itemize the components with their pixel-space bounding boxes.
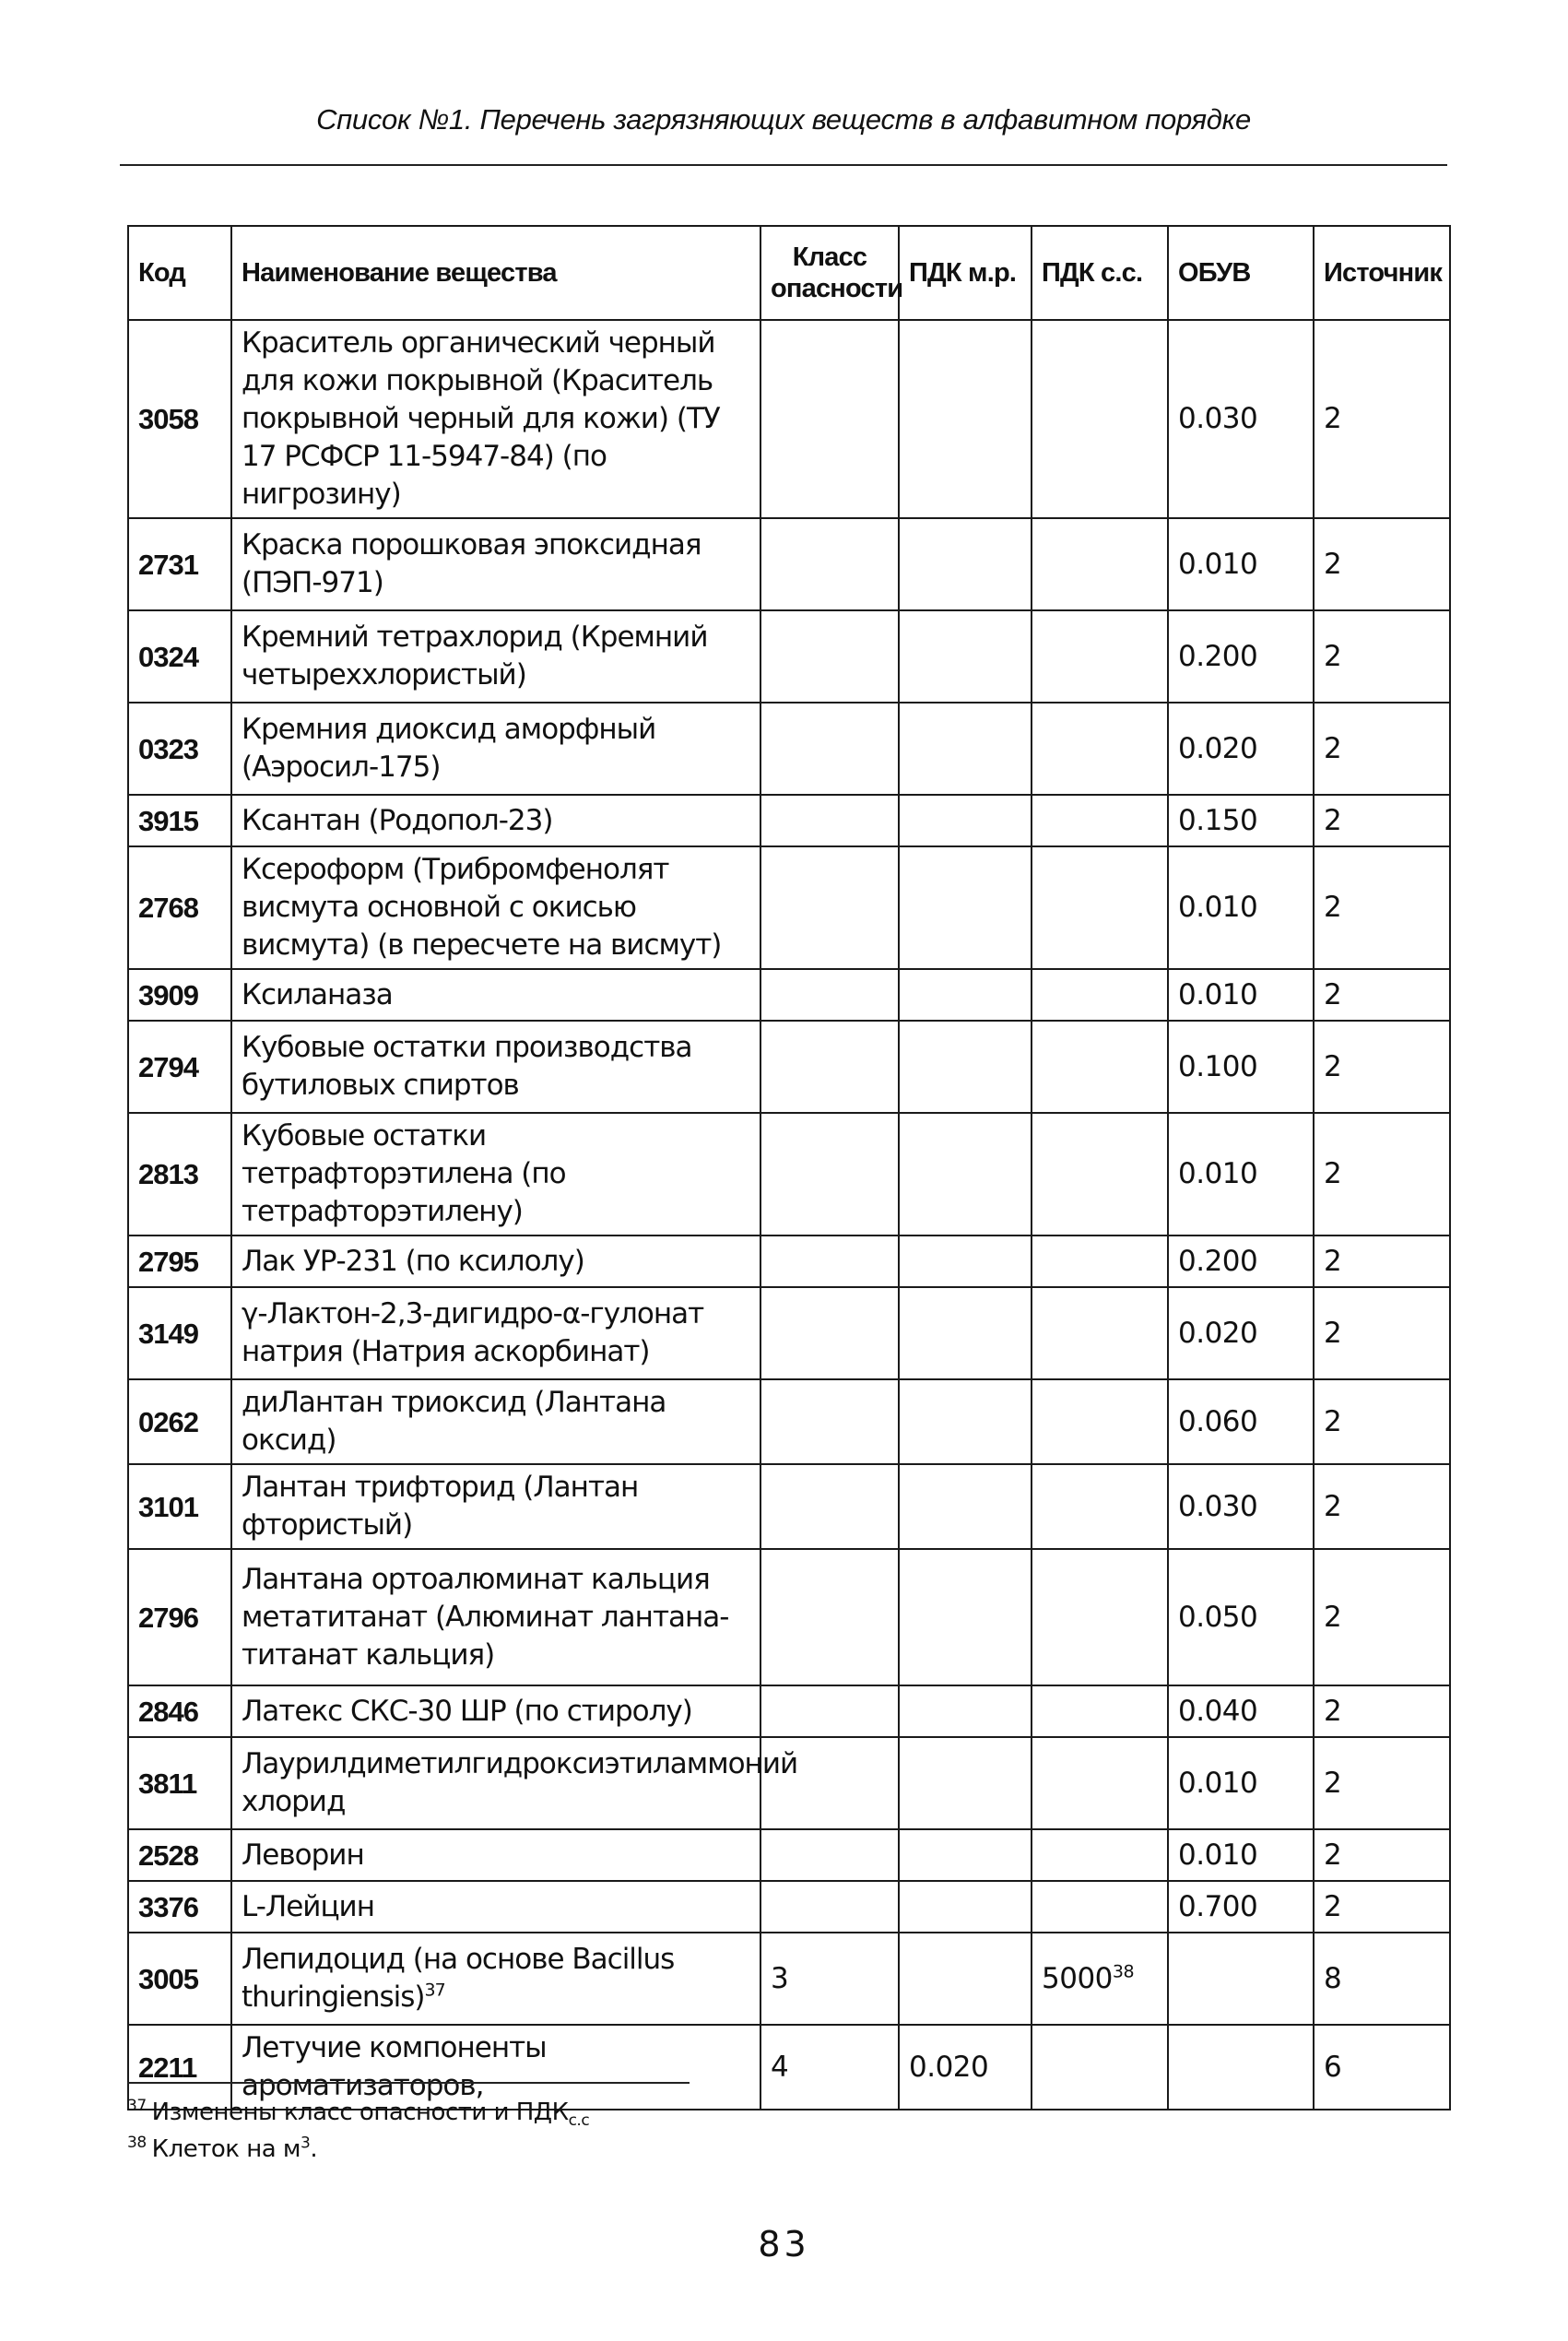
cell-obuv-text: 0.060 <box>1178 1404 1258 1438</box>
cell-pdk-ss <box>1032 1236 1168 1287</box>
cell-name-text: Кубовые остатки тетрафторэтилена (по тетрафторэтилену) <box>242 1119 566 1228</box>
table-row <box>128 1685 1450 1737</box>
cell-name-text: Краситель органический черный для кожи покрывной (Краситель покрывной черный для кожи) (ТУ 17 РСФСР 11-5947-84) (по нигрозину) <box>242 326 720 511</box>
page-number: 83 <box>758 2224 810 2264</box>
cell-hazard-class <box>760 795 899 846</box>
header-obuv: ОБУВ <box>1168 226 1314 320</box>
cell-source-text: 2 <box>1324 639 1342 673</box>
cell-obuv <box>1168 1379 1314 1464</box>
cell-source <box>1314 1113 1450 1236</box>
cell-hazard-class <box>760 1236 899 1287</box>
cell-name <box>231 1829 760 1881</box>
cell-name <box>231 1549 760 1685</box>
cell-source-text: 2 <box>1324 402 1342 435</box>
cell-code-text: 2846 <box>138 1695 198 1728</box>
cell-name-text: Лепидоцид (на основе Bacillus thuringiensis) <box>242 1943 675 2014</box>
cell-source <box>1314 1464 1450 1549</box>
cell-code-text: 2813 <box>138 1158 198 1190</box>
cell-name-text: Ксероформ (Трибромфенолят висмута основной с окисью висмута) (в пересчете на висмут) <box>242 853 722 962</box>
cell-obuv <box>1168 1549 1314 1685</box>
cell-obuv <box>1168 795 1314 846</box>
cell-source-text: 2 <box>1324 1049 1342 1083</box>
table-row <box>128 795 1450 846</box>
cell-source <box>1314 1933 1450 2025</box>
cell-obuv-text: 0.030 <box>1178 402 1258 435</box>
cell-pdk-ss <box>1032 1464 1168 1549</box>
cell-name <box>231 1113 760 1236</box>
cell-hazard-class <box>760 1685 899 1737</box>
cell-obuv <box>1168 1236 1314 1287</box>
cell-obuv <box>1168 1021 1314 1113</box>
table-row <box>128 1113 1450 1236</box>
table-row <box>128 1021 1450 1113</box>
cell-code-text: 3909 <box>138 978 198 1011</box>
footnote-mark: 38 <box>127 2134 147 2153</box>
cell-pdk-ss <box>1032 1287 1168 1379</box>
cell-name <box>231 1236 760 1287</box>
table-row <box>128 1236 1450 1287</box>
cell-name <box>231 610 760 703</box>
table-row <box>128 969 1450 1021</box>
cell-obuv <box>1168 969 1314 1021</box>
cell-code <box>128 1236 231 1287</box>
cell-name <box>231 1737 798 1829</box>
cell-pdk-ss <box>1032 969 1168 1021</box>
cell-obuv-text: 0.010 <box>1178 1766 1258 1800</box>
cell-obuv <box>1168 703 1314 795</box>
cell-pdk-mr <box>899 1829 1032 1881</box>
cell-pdk-mr <box>899 1881 1032 1933</box>
cell-name <box>231 969 760 1021</box>
cell-pdk-mr <box>899 1021 1032 1113</box>
cell-obuv <box>1168 1933 1314 2025</box>
cell-pdk-ss <box>1032 610 1168 703</box>
cell-name <box>231 1933 760 2025</box>
cell-source-text: 2 <box>1324 1766 1342 1800</box>
cell-source <box>1314 1685 1450 1737</box>
cell-obuv-text: 0.010 <box>1178 1838 1258 1872</box>
cell-name <box>231 1379 760 1464</box>
cell-source <box>1314 2025 1450 2110</box>
cell-code <box>128 846 231 969</box>
cell-source <box>1314 1829 1450 1881</box>
cell-source <box>1314 846 1450 969</box>
table-row <box>128 518 1450 610</box>
cell-name-text: Лак УР-231 (по ксилолу) <box>242 1244 584 1278</box>
table-row <box>128 1464 1450 1549</box>
cell-code <box>128 1829 231 1881</box>
cell-source <box>1314 795 1450 846</box>
cell-pdk-mr <box>899 610 1032 703</box>
cell-obuv <box>1168 518 1314 610</box>
cell-name-text: Леворин <box>242 1838 364 1872</box>
cell-pdk-ss <box>1032 846 1168 969</box>
cell-source <box>1314 703 1450 795</box>
cell-obuv-text: 0.010 <box>1178 891 1258 924</box>
cell-code-text: 2794 <box>138 1050 198 1083</box>
footnote-subscript: с.с <box>568 2111 590 2131</box>
footnote-rule <box>127 2082 690 2084</box>
cell-hazard-class <box>760 703 899 795</box>
table-row <box>128 1933 1450 2025</box>
cell-obuv <box>1168 846 1314 969</box>
cell-obuv-text: 0.200 <box>1178 639 1258 673</box>
cell-code <box>128 795 231 846</box>
cell-code-text: 0324 <box>138 640 198 673</box>
cell-source-text: 2 <box>1324 1316 1342 1350</box>
cell-name <box>231 1021 760 1113</box>
cell-source <box>1314 610 1450 703</box>
cell-source-text: 2 <box>1324 1157 1342 1190</box>
cell-name-text: Кремния диоксид аморфный (Аэросил-175) <box>242 713 656 784</box>
cell-code <box>128 969 231 1021</box>
cell-pdk-mr <box>899 1236 1032 1287</box>
footnote-text: Изменены класс опасности и ПДК <box>151 2099 569 2126</box>
cell-code-text: 0262 <box>138 1405 198 1438</box>
table-row <box>128 1379 1450 1464</box>
header-hazard-class: Класс опасности <box>760 226 899 320</box>
cell-source <box>1314 1549 1450 1685</box>
cell-obuv-text: 0.030 <box>1178 1489 1258 1523</box>
table-row <box>128 1287 1450 1379</box>
header-pdk-mr: ПДК м.р. <box>899 226 1032 320</box>
footnote-38 <box>127 2135 317 2163</box>
cell-name <box>231 795 760 846</box>
cell-name-text: Кремний тетрахлорид (Кремний четыреххлористый) <box>242 621 708 692</box>
cell-code <box>128 1113 231 1236</box>
substances-table <box>127 225 1451 2110</box>
cell-code <box>128 1287 231 1379</box>
cell-code-text: 3058 <box>138 403 198 435</box>
footnote-superscript: 3 <box>301 2134 311 2153</box>
cell-obuv <box>1168 1464 1314 1549</box>
cell-pdk-ss <box>1032 1021 1168 1113</box>
cell-pdk-ss <box>1032 1113 1168 1236</box>
cell-pdk-ss <box>1032 518 1168 610</box>
cell-hazard-class-text: 3 <box>771 1961 789 1995</box>
cell-source-text: 2 <box>1324 547 1342 581</box>
cell-pdk-mr <box>899 846 1032 969</box>
cell-obuv-text: 0.150 <box>1178 803 1258 837</box>
cell-hazard-class <box>760 846 899 969</box>
cell-pdk-mr <box>899 703 1032 795</box>
cell-pdk-ss <box>1032 1379 1168 1464</box>
cell-source-text: 2 <box>1324 1889 1342 1923</box>
cell-name-text: Латекс СКС-30 ШР (по стиролу) <box>242 1694 692 1728</box>
cell-name-text: Ксиланаза <box>242 977 393 1011</box>
cell-pdk-ss <box>1032 1549 1168 1685</box>
cell-code-text: 0323 <box>138 732 198 765</box>
cell-obuv <box>1168 2025 1314 2110</box>
cell-hazard-class <box>760 320 899 518</box>
cell-hazard-class <box>760 610 899 703</box>
footnote-mark: 37 <box>127 2097 147 2116</box>
footnote-end: . <box>310 2135 318 2163</box>
cell-hazard-class <box>760 2025 899 2110</box>
cell-name-text: Лантан трифторид (Лантан фтористый) <box>242 1471 639 1542</box>
cell-pdk-ss <box>1032 795 1168 846</box>
cell-pdk-ss <box>1032 1881 1168 1933</box>
cell-pdk-ss <box>1032 1829 1168 1881</box>
cell-code <box>128 1549 231 1685</box>
cell-code-text: 2731 <box>138 548 198 581</box>
cell-hazard-class <box>760 1464 899 1549</box>
header-rule <box>120 164 1447 166</box>
cell-pdk-mr <box>899 320 1032 518</box>
cell-hazard-class <box>760 518 899 610</box>
cell-code-text: 3149 <box>138 1317 198 1350</box>
table-row <box>128 703 1450 795</box>
cell-code-text: 2796 <box>138 1601 198 1634</box>
cell-code <box>128 518 231 610</box>
cell-code <box>128 703 231 795</box>
cell-name-text: Краска порошковая эпоксидная (ПЭП-971) <box>242 528 701 599</box>
cell-hazard-class <box>760 1829 899 1881</box>
cell-code-text: 3101 <box>138 1490 198 1523</box>
cell-obuv <box>1168 1881 1314 1933</box>
cell-source-text: 2 <box>1324 1489 1342 1523</box>
cell-pdk-mr <box>899 1737 1032 1829</box>
cell-code-text: 3005 <box>138 1962 198 1995</box>
cell-pdk-ss <box>1032 1933 1168 2025</box>
cell-code <box>128 1685 231 1737</box>
cell-code <box>128 1464 231 1549</box>
cell-code <box>128 1379 231 1464</box>
cell-name <box>231 703 760 795</box>
footnote-37 <box>127 2097 590 2131</box>
cell-source <box>1314 1021 1450 1113</box>
cell-obuv <box>1168 1113 1314 1236</box>
header-source: Источник <box>1314 226 1450 320</box>
cell-pdk-mr <box>899 1113 1032 1236</box>
cell-name-text: диЛантан триоксид (Лантана оксид) <box>242 1386 666 1457</box>
cell-source-text: 2 <box>1324 1838 1342 1872</box>
cell-name-text: Ксантан (Родопол-23) <box>242 803 553 837</box>
cell-source <box>1314 1737 1450 1829</box>
cell-pdk-ss <box>1032 703 1168 795</box>
cell-hazard-class <box>760 1933 899 2025</box>
table-row <box>128 320 1450 518</box>
cell-code-text: 3915 <box>138 804 198 837</box>
cell-code <box>128 1933 231 2025</box>
cell-obuv <box>1168 1737 1314 1829</box>
cell-obuv-text: 0.010 <box>1178 1157 1258 1190</box>
cell-hazard-class <box>760 1379 899 1464</box>
cell-source <box>1314 1287 1450 1379</box>
cell-code <box>128 1021 231 1113</box>
header-pdk-ss: ПДК с.с. <box>1032 226 1168 320</box>
cell-source <box>1314 1379 1450 1464</box>
cell-code <box>128 1881 231 1933</box>
cell-name <box>231 320 760 518</box>
cell-pdk-ss <box>1032 1737 1168 1829</box>
cell-source-text: 2 <box>1324 1600 1342 1634</box>
table-row <box>128 2025 1450 2110</box>
cell-obuv <box>1168 1829 1314 1881</box>
cell-code-text: 2768 <box>138 892 198 924</box>
cell-hazard-class <box>760 1113 899 1236</box>
cell-obuv-text: 0.200 <box>1178 1244 1258 1278</box>
cell-obuv-text: 0.040 <box>1178 1694 1258 1728</box>
table-row <box>128 610 1450 703</box>
cell-hazard-class <box>760 1881 899 1933</box>
page-header: Список №1. Перечень загрязняющих веществ в алфавитном порядке <box>316 103 1251 136</box>
cell-pdk-mr <box>899 969 1032 1021</box>
cell-obuv-text: 0.020 <box>1178 1316 1258 1350</box>
cell-hazard-class-text: 4 <box>771 2050 789 2084</box>
cell-name <box>231 846 760 969</box>
cell-hazard-class <box>760 1549 899 1685</box>
cell-name <box>231 1881 760 1933</box>
cell-obuv-text: 0.700 <box>1178 1889 1258 1923</box>
cell-pdk-ss <box>1032 1685 1168 1737</box>
cell-code <box>128 320 231 518</box>
table-row <box>128 1881 1450 1933</box>
cell-name-text: Лантана ортоалюминат кальция метатитанат (Алюминат лантана-титанат кальция) <box>242 1562 729 1672</box>
cell-source-text: 2 <box>1324 977 1342 1011</box>
cell-source-text: 6 <box>1324 2050 1342 2084</box>
cell-obuv <box>1168 320 1314 518</box>
cell-code-text: 2211 <box>138 2051 197 2084</box>
cell-name <box>231 1287 760 1379</box>
cell-pdk-mr <box>899 1933 1032 2025</box>
footnote-text: Клеток на м <box>151 2135 301 2163</box>
cell-name-text: Лаурилдиметилгидроксиэтиламмоний хлорид <box>242 1747 798 1818</box>
cell-pdk-ss-text: 5000 <box>1042 1961 1113 1995</box>
cell-obuv <box>1168 1287 1314 1379</box>
cell-pdk-mr <box>899 1464 1032 1549</box>
cell-pdk-mr <box>899 2025 1032 2110</box>
cell-name-text: Летучие компоненты ароматизаторов, <box>242 2031 547 2102</box>
cell-hazard-class <box>760 1287 899 1379</box>
cell-obuv-text: 0.050 <box>1178 1600 1258 1634</box>
table-row <box>128 1737 1450 1829</box>
footnote-ref: 38 <box>1112 1961 1135 1982</box>
cell-code-text: 2528 <box>138 1839 198 1872</box>
cell-source <box>1314 518 1450 610</box>
cell-pdk-mr-text: 0.020 <box>909 2050 989 2084</box>
cell-code-text: 3811 <box>138 1767 197 1800</box>
header-name: Наименование вещества <box>231 226 760 320</box>
cell-source-text: 8 <box>1324 1961 1342 1995</box>
table-row <box>128 1829 1450 1881</box>
cell-obuv-text: 0.100 <box>1178 1049 1258 1083</box>
cell-pdk-ss <box>1032 2025 1168 2110</box>
cell-name-text: γ-Лактон-2,3-дигидро-α-гулонат натрия (Натрия аскорбинат) <box>242 1297 704 1368</box>
cell-source-text: 2 <box>1324 803 1342 837</box>
table-row <box>128 846 1450 969</box>
cell-pdk-mr <box>899 518 1032 610</box>
table-header-row <box>128 226 1450 320</box>
cell-pdk-ss <box>1032 320 1168 518</box>
cell-source-text: 2 <box>1324 891 1342 924</box>
header-code: Код <box>128 226 231 320</box>
cell-obuv <box>1168 1685 1314 1737</box>
cell-pdk-mr <box>899 1685 1032 1737</box>
cell-source <box>1314 1881 1450 1933</box>
cell-pdk-mr <box>899 1379 1032 1464</box>
cell-obuv <box>1168 610 1314 703</box>
cell-source-text: 2 <box>1324 1244 1342 1278</box>
cell-source <box>1314 969 1450 1021</box>
cell-name <box>231 518 760 610</box>
cell-name <box>231 2025 760 2110</box>
cell-obuv-text: 0.010 <box>1178 547 1258 581</box>
cell-source-text: 2 <box>1324 1404 1342 1438</box>
cell-code-text: 3376 <box>138 1890 198 1923</box>
cell-obuv-text: 0.010 <box>1178 977 1258 1011</box>
cell-hazard-class <box>760 1021 899 1113</box>
cell-pdk-mr <box>899 1549 1032 1685</box>
cell-code-text: 2795 <box>138 1245 198 1278</box>
cell-source <box>1314 1236 1450 1287</box>
cell-name <box>231 1464 760 1549</box>
cell-code <box>128 1737 231 1829</box>
cell-obuv-text: 0.020 <box>1178 731 1258 765</box>
cell-name-text: L-Лейцин <box>242 1889 374 1923</box>
cell-name-text: Кубовые остатки производства бутиловых спиртов <box>242 1031 692 1102</box>
table-row <box>128 1549 1450 1685</box>
cell-name <box>231 1685 760 1737</box>
cell-source-text: 2 <box>1324 1694 1342 1728</box>
cell-source <box>1314 320 1450 518</box>
footnote-ref: 37 <box>424 1980 445 2001</box>
cell-source-text: 2 <box>1324 731 1342 765</box>
cell-hazard-class <box>760 969 899 1021</box>
cell-pdk-mr <box>899 1287 1032 1379</box>
cell-pdk-mr <box>899 795 1032 846</box>
cell-code <box>128 610 231 703</box>
